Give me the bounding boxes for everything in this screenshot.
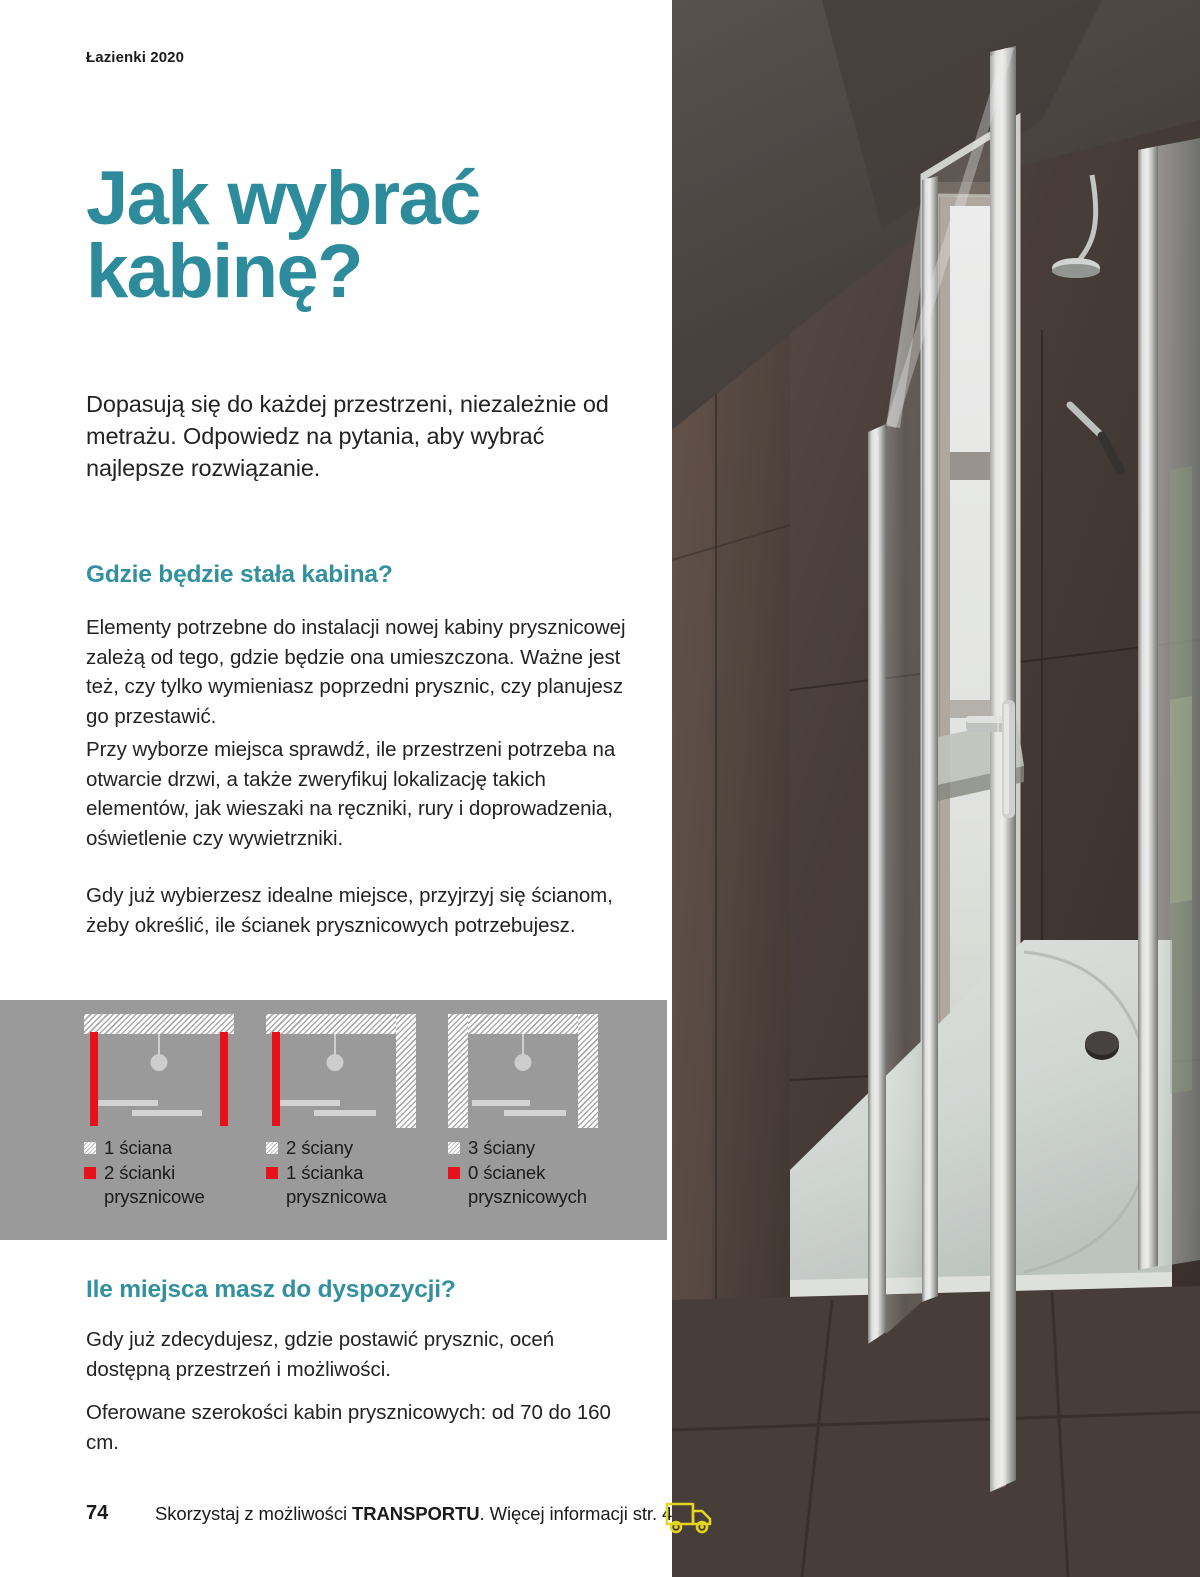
page-title xyxy=(86,156,646,314)
footer-note-before: Skorzystaj z możliwości xyxy=(155,1503,353,1524)
section-paragraph: Elementy potrzebne do instalacji nowej kabiny prysznicowej zależą od tego, gdzie będzie ona umieszczona. Ważne jest też, czy tylko wymieniasz poprzedni prysznic, czy planujesz go przestawić. xyxy=(86,616,626,728)
shower-panel-left-icon xyxy=(272,1032,280,1126)
legend-2 xyxy=(266,1136,416,1210)
legend-panel-label-tail: prysznicowa xyxy=(286,1186,387,1208)
page-title-line-2: kabinę? xyxy=(86,228,362,314)
floor-plan-3 xyxy=(448,1014,598,1128)
legend-panel-label-tail: prysznicowych xyxy=(468,1186,587,1208)
section-heading-space: Ile miejsca masz do dyspozycji? xyxy=(86,1276,456,1303)
legend-wall-label: 1 ściana xyxy=(104,1137,173,1158)
floor-plan-1 xyxy=(84,1014,234,1128)
tray-line-icon xyxy=(472,1100,530,1106)
wall-swatch-icon xyxy=(448,1142,460,1154)
legend-wall-label: 2 ściany xyxy=(286,1137,354,1158)
wall-top-icon xyxy=(448,1014,598,1034)
wall-top-icon xyxy=(266,1014,416,1034)
shower-head-icon xyxy=(522,1034,524,1056)
section-paragraph: Gdy już zdecydujesz, gdzie postawić prysznic, oceń dostępną przestrzeń i możliwości. xyxy=(86,1328,555,1381)
legend-3 xyxy=(448,1136,598,1210)
legend-panel-label: 1 ścianka xyxy=(286,1161,364,1183)
legend-wall-line xyxy=(448,1136,598,1161)
diagram-cell-3-walls xyxy=(448,1014,598,1210)
legend-wall-line xyxy=(266,1136,416,1161)
running-head: Łazienki 2020 xyxy=(86,49,185,66)
wall-configuration-diagram xyxy=(0,1000,667,1240)
diagram-cell-2-walls xyxy=(266,1014,416,1210)
section-paragraph: Gdy już wybierzesz idealne miejsce, przyjrzyj się ścianom, żeby określić, ile ścianek prysznicowych potrzebujesz. xyxy=(86,884,613,937)
page-footer xyxy=(0,1498,672,1538)
legend-panel-label-tail: prysznicowe xyxy=(104,1186,205,1208)
tray-line-icon xyxy=(314,1110,376,1116)
section-paragraph: Oferowane szerokości kabin prysznicowych: od 70 do 160 cm. xyxy=(86,1401,611,1454)
wall-left-icon xyxy=(448,1014,468,1128)
legend-panel-line xyxy=(448,1161,598,1186)
section-heading-location: Gdzie będzie stała kabina? xyxy=(86,561,393,588)
wall-swatch-icon xyxy=(266,1142,278,1154)
legend-panel-label: 0 ścianek xyxy=(468,1161,546,1183)
shower-panel-swatch-icon xyxy=(266,1167,278,1179)
wall-top-icon xyxy=(84,1014,234,1034)
bathroom-photo xyxy=(672,0,1200,1577)
shower-panel-right-icon xyxy=(220,1032,228,1126)
truck-icon xyxy=(663,1496,719,1538)
lede-paragraph: Dopasują się do każdej przestrzeni, niezależnie od metrażu. Odpowiedz na pytania, aby wybrać najlepsze rozwiązanie. xyxy=(86,391,609,482)
bathroom-photo-art xyxy=(672,0,1200,1577)
legend-wall-label: 3 ściany xyxy=(468,1137,536,1158)
wall-right-icon xyxy=(396,1014,416,1128)
legend-panel-label: 2 ścianki xyxy=(104,1161,176,1183)
footer-note xyxy=(155,1503,672,1525)
wall-right-icon xyxy=(578,1014,598,1128)
tray-line-icon xyxy=(98,1100,158,1106)
wall-swatch-icon xyxy=(84,1142,96,1154)
page-title-line-1: Jak wybrać xyxy=(86,156,480,241)
shower-panel-swatch-icon xyxy=(448,1167,460,1179)
section-paragraph: Przy wyborze miejsca sprawdź, ile przestrzeni potrzeba na otwarcie drzwi, a także zweryfikuj lokalizację takich elementów, jak wieszaki na ręczniki, rury i doprowadzenia, oświetlenie czy wywietrzniki. xyxy=(86,738,616,850)
page-number: 74 xyxy=(86,1502,109,1524)
legend-panel-line xyxy=(84,1161,234,1186)
diagram-cell-1-wall xyxy=(84,1014,234,1210)
tray-line-icon xyxy=(280,1100,340,1106)
footer-note-after: . Więcej informacji str. 4 xyxy=(479,1503,673,1524)
shower-head-icon xyxy=(334,1034,336,1056)
tray-line-icon xyxy=(504,1110,566,1116)
legend-panel-line xyxy=(266,1161,416,1186)
diagram-row xyxy=(84,1014,598,1210)
legend-1 xyxy=(84,1136,234,1210)
shower-panel-left-icon xyxy=(90,1032,98,1126)
shower-head-icon xyxy=(158,1034,160,1056)
shower-panel-swatch-icon xyxy=(84,1167,96,1179)
tray-line-icon xyxy=(132,1110,202,1116)
footer-note-bold: TRANSPORTU xyxy=(352,1503,480,1524)
legend-wall-line xyxy=(84,1136,234,1161)
floor-plan-2 xyxy=(266,1014,416,1128)
